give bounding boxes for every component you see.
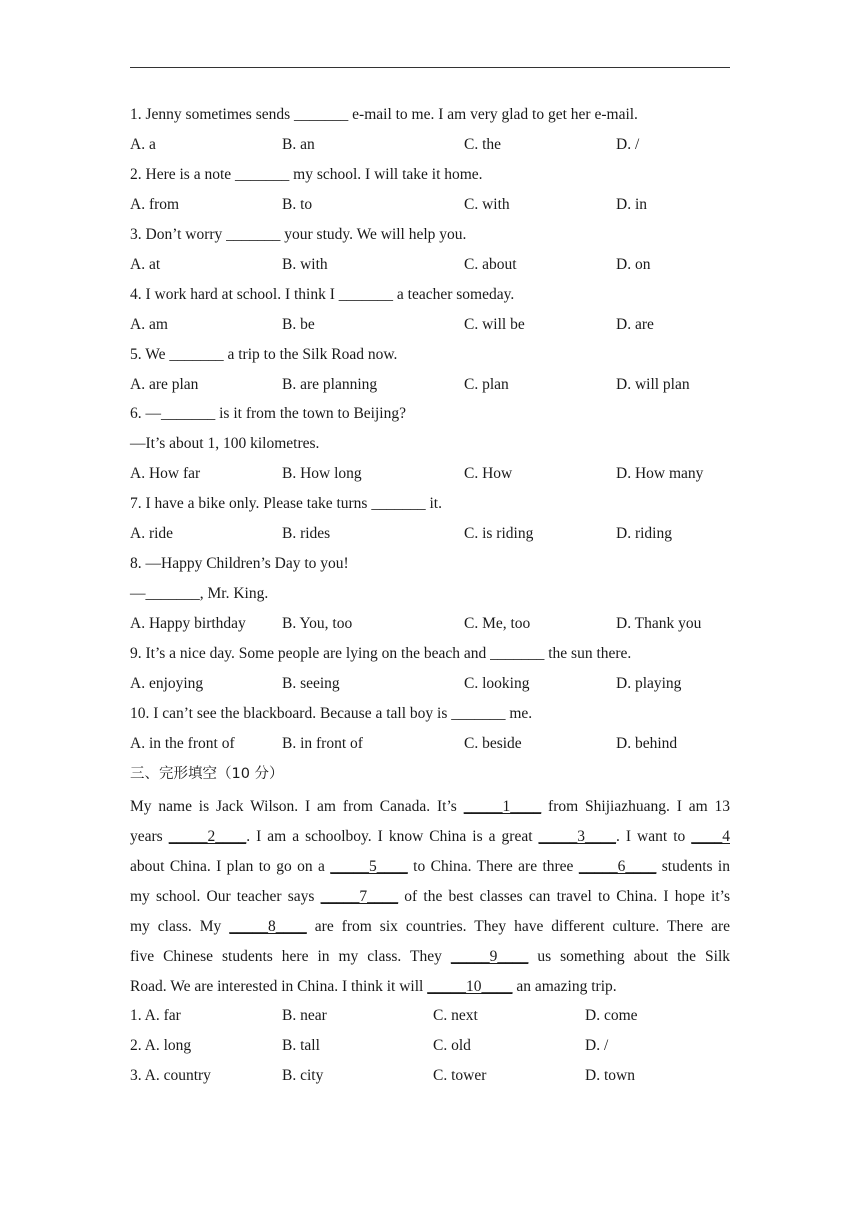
cloze-blank-3: _____3____ <box>538 828 617 845</box>
cloze-text: Road. We are interested in China. I think it will <box>130 978 428 995</box>
q7-option-b: B. rides <box>282 525 331 542</box>
q8-option-b: B. You, too <box>282 615 353 632</box>
question-3-stem: 3. Don’t worry _______ your study. We will help you. <box>130 226 467 243</box>
question-6-stem: 6. —_______ is it from the town to Beijing? <box>130 405 406 422</box>
cloze-text: . I am a schoolboy. I know China is a great <box>246 828 539 845</box>
cloze-passage-line-1 <box>130 792 730 822</box>
cloze-2-option-b: B. tall <box>282 1037 320 1054</box>
q1-option-d: D. / <box>616 136 640 153</box>
question-8-stem: 8. —Happy Children’s Day to you! <box>130 555 349 572</box>
question-6-dialogue-reply: —It’s about 1, 100 kilometres. <box>130 435 320 452</box>
question-2-stem: 2. Here is a note _______ my school. I will take it home. <box>130 166 483 183</box>
cloze-text: to China. There are three <box>407 858 579 875</box>
question-8-dialogue-reply: —_______, Mr. King. <box>130 585 269 602</box>
q2-option-a: A. from <box>130 196 180 213</box>
q3-option-c: C. about <box>464 256 517 273</box>
q7-option-c: C. is riding <box>464 525 534 542</box>
q2-option-d: D. in <box>616 196 647 213</box>
cloze-blank-4: ____4 <box>691 828 730 845</box>
cloze-3-option-a: 3. A. country <box>130 1067 211 1084</box>
cloze-text: My name is Jack Wilson. I am from Canada. It’s <box>130 798 464 815</box>
q10-option-c: C. beside <box>464 735 522 752</box>
cloze-text: my class. My <box>130 918 230 935</box>
section-title-cloze: 三、完形填空（10 分） <box>130 766 284 782</box>
q9-option-c: C. looking <box>464 675 530 692</box>
q7-option-d: D. riding <box>616 525 672 542</box>
cloze-passage-line-6 <box>130 942 730 972</box>
cloze-2-option-d: D. / <box>585 1037 609 1054</box>
cloze-text: are from six countries. They have different culture. There are <box>306 918 731 935</box>
cloze-blank-5: _____5____ <box>330 858 408 875</box>
cloze-1-option-c: C. next <box>433 1007 478 1024</box>
cloze-3-option-c: C. tower <box>433 1067 487 1084</box>
question-1-stem: 1. Jenny sometimes sends _______ e-mail to me. I am very glad to get her e-mail. <box>130 106 638 123</box>
cloze-blank-7: _____7____ <box>320 888 399 905</box>
q10-option-a: A. in the front of <box>130 735 235 752</box>
cloze-1-option-b: B. near <box>282 1007 327 1024</box>
cloze-passage-line-3 <box>130 852 730 882</box>
cloze-text: us something about the Silk <box>528 948 730 965</box>
question-4-stem: 4. I work hard at school. I think I _______ a teacher someday. <box>130 286 515 303</box>
q5-option-b: B. are planning <box>282 376 378 393</box>
cloze-blank-9: _____9____ <box>450 948 529 965</box>
cloze-blank-6: _____6____ <box>578 858 657 875</box>
q8-option-c: C. Me, too <box>464 615 531 632</box>
cloze-1-option-d: D. come <box>585 1007 638 1024</box>
cloze-text: . I want to <box>616 828 692 845</box>
cloze-2-option-a: 2. A. long <box>130 1037 192 1054</box>
q8-option-d: D. Thank you <box>616 615 702 632</box>
cloze-passage-line-7 <box>130 972 730 1002</box>
cloze-text: five Chinese students here in my class. They <box>130 948 451 965</box>
cloze-text: years <box>130 828 169 845</box>
header-rule <box>130 67 730 68</box>
q4-option-a: A. am <box>130 316 168 333</box>
q5-option-d: D. will plan <box>616 376 690 393</box>
q1-option-c: C. the <box>464 136 502 153</box>
q6-option-c: C. How <box>464 465 513 482</box>
cloze-text: from Shijiazhuang. I am 13 <box>541 798 730 815</box>
q2-option-c: C. with <box>464 196 510 213</box>
q6-option-b: B. How long <box>282 465 362 482</box>
cloze-1-option-a: 1. A. far <box>130 1007 181 1024</box>
cloze-blank-8: _____8____ <box>229 918 307 935</box>
cloze-passage-line-2 <box>130 822 730 852</box>
question-7-stem: 7. I have a bike only. Please take turns _______ it. <box>130 495 442 512</box>
q4-option-c: C. will be <box>464 316 525 333</box>
q8-option-a: A. Happy birthday <box>130 615 246 632</box>
q6-option-d: D. How many <box>616 465 704 482</box>
q4-option-d: D. are <box>616 316 654 333</box>
q9-option-a: A. enjoying <box>130 675 204 692</box>
question-9-stem: 9. It’s a nice day. Some people are lying on the beach and _______ the sun there. <box>130 645 632 662</box>
cloze-text: an amazing trip. <box>512 978 617 995</box>
cloze-3-option-d: D. town <box>585 1067 635 1084</box>
q1-option-a: A. a <box>130 136 156 153</box>
q10-option-b: B. in front of <box>282 735 363 752</box>
cloze-blank-10: _____10____ <box>427 978 513 995</box>
cloze-text: students in <box>656 858 730 875</box>
q10-option-d: D. behind <box>616 735 678 752</box>
cloze-passage-line-4 <box>130 882 730 912</box>
cloze-3-option-b: B. city <box>282 1067 324 1084</box>
q6-option-a: A. How far <box>130 465 201 482</box>
cloze-2-option-c: C. old <box>433 1037 471 1054</box>
q5-option-c: C. plan <box>464 376 509 393</box>
q5-option-a: A. are plan <box>130 376 199 393</box>
cloze-text: about China. I plan to go on a <box>130 858 331 875</box>
q7-option-a: A. ride <box>130 525 174 542</box>
cloze-blank-1: _____1____ <box>463 798 542 815</box>
q9-option-b: B. seeing <box>282 675 340 692</box>
q3-option-d: D. on <box>616 256 651 273</box>
q3-option-b: B. with <box>282 256 328 273</box>
q2-option-b: B. to <box>282 196 313 213</box>
cloze-passage-line-5 <box>130 912 730 942</box>
q4-option-b: B. be <box>282 316 315 333</box>
question-5-stem: 5. We _______ a trip to the Silk Road now. <box>130 346 398 363</box>
q9-option-d: D. playing <box>616 675 682 692</box>
q1-option-b: B. an <box>282 136 315 153</box>
q3-option-a: A. at <box>130 256 161 273</box>
cloze-text: my school. Our teacher says <box>130 888 321 905</box>
cloze-text: of the best classes can travel to China. I hope it’s <box>398 888 730 905</box>
question-10-stem: 10. I can’t see the blackboard. Because a tall boy is _______ me. <box>130 705 533 722</box>
cloze-blank-2: _____2____ <box>168 828 247 845</box>
